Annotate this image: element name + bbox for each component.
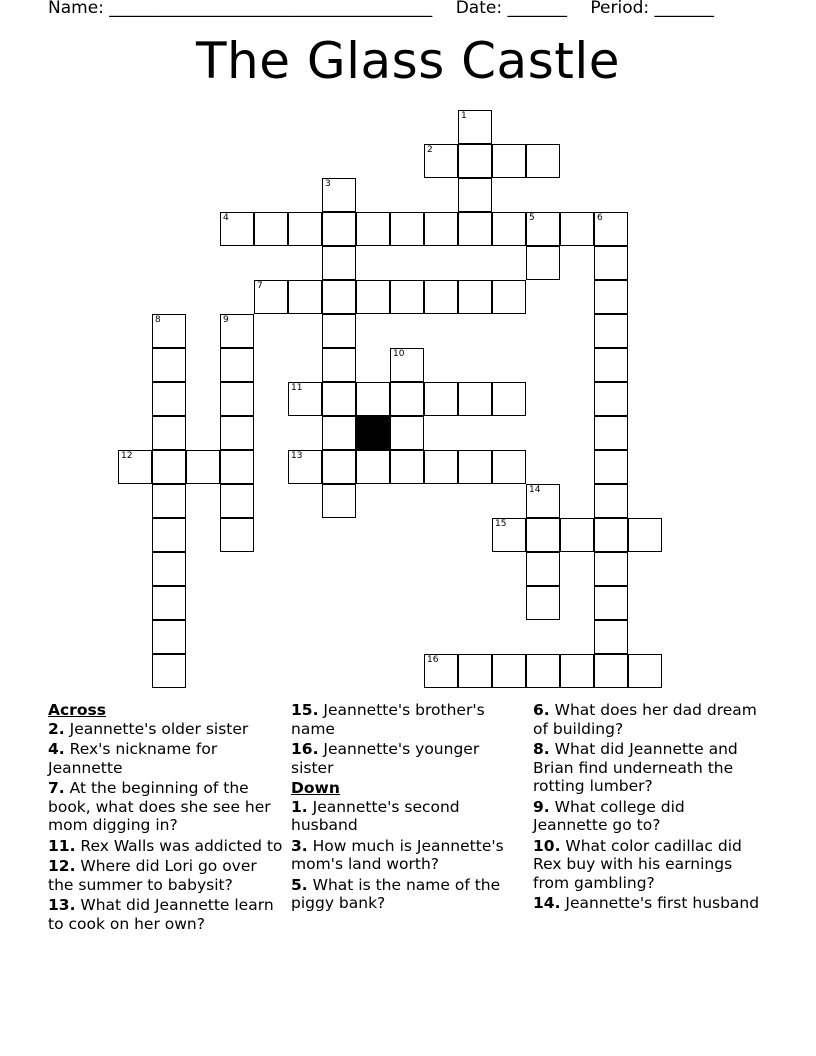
clue-down-9: [533, 798, 763, 835]
crossword-cell[interactable]: [492, 382, 526, 416]
crossword-cell[interactable]: [356, 450, 390, 484]
crossword-cell[interactable]: [322, 382, 356, 416]
clue-across-4: [48, 740, 286, 777]
clue-across-11: [48, 837, 286, 856]
clue-number-label: 13: [291, 451, 303, 461]
clue-number: 7.: [48, 779, 65, 797]
clue-text: What does her dad dream of building?: [533, 701, 757, 738]
crossword-cell[interactable]: [492, 144, 526, 178]
clue-across-2: [48, 720, 286, 739]
crossword-cell[interactable]: [322, 212, 356, 246]
crossword-cell[interactable]: [220, 518, 254, 552]
clue-number-label: 4: [223, 213, 229, 223]
clue-number-label: 1: [461, 111, 467, 121]
crossword-cell[interactable]: [322, 450, 356, 484]
crossword-cell[interactable]: [628, 654, 662, 688]
crossword-cell[interactable]: [492, 280, 526, 314]
crossword-cell[interactable]: [560, 212, 594, 246]
clue-number: 4.: [48, 740, 65, 758]
clue-number: 13.: [48, 896, 76, 914]
crossword-cell[interactable]: [424, 450, 458, 484]
clue-text: Jeannette's younger sister: [291, 740, 480, 777]
crossword-cell[interactable]: [492, 654, 526, 688]
crossword-cell[interactable]: [458, 382, 492, 416]
crossword-cell[interactable]: [628, 518, 662, 552]
clue-number: 6.: [533, 701, 550, 719]
clue-down-8: [533, 740, 763, 796]
crossword-cell[interactable]: [390, 416, 424, 450]
crossword-cell[interactable]: [424, 654, 458, 688]
clue-down-14: [533, 894, 763, 913]
clue-text: Jeannette's brother's name: [291, 701, 485, 738]
crossword-cell[interactable]: [526, 144, 560, 178]
crossword-cell[interactable]: [356, 280, 390, 314]
clue-down-10: [533, 837, 763, 893]
clue-across-13: [48, 896, 286, 933]
crossword-cell[interactable]: [594, 246, 628, 280]
clue-number: 3.: [291, 836, 308, 855]
across-heading: Across: [48, 701, 106, 719]
crossword-cell[interactable]: [458, 144, 492, 178]
clue-text: At the beginning of the book, what does she see her mom digging in?: [48, 779, 271, 834]
crossword-cell[interactable]: [322, 348, 356, 382]
clue-number: 14.: [533, 894, 561, 912]
clue-number: 12.: [48, 857, 76, 875]
crossword-cell[interactable]: [152, 348, 186, 382]
clue-text: What is the name of the piggy bank?: [291, 875, 501, 912]
clue-text: What color cadillac did Rex buy with his earnings from gambling?: [533, 836, 742, 892]
clue-number: 15.: [291, 701, 319, 719]
clue-number-label: 5: [529, 213, 535, 223]
crossword-cell[interactable]: [594, 212, 628, 246]
period-field-label[interactable]: Period: _______: [590, 0, 715, 18]
crossword-cell[interactable]: [526, 586, 560, 620]
clue-text: Where did Lori go over the summer to babysit?: [48, 857, 257, 894]
clue-down-3: [291, 837, 511, 874]
crossword-cell[interactable]: [152, 654, 186, 688]
clue-number-label: 10: [393, 349, 405, 359]
crossword-cell[interactable]: [152, 450, 186, 484]
crossword-cell[interactable]: [152, 382, 186, 416]
crossword-cell[interactable]: [594, 586, 628, 620]
clue-across-7: [48, 779, 286, 835]
crossword-cell[interactable]: [594, 518, 628, 552]
crossword-cell[interactable]: [152, 552, 186, 586]
clue-number-label: 16: [427, 655, 439, 665]
clue-down-5: [291, 876, 511, 913]
crossword-cell[interactable]: [288, 382, 322, 416]
clue-number: 11.: [48, 836, 76, 855]
crossword-cell[interactable]: [322, 484, 356, 518]
crossword-cell[interactable]: [424, 382, 458, 416]
crossword-cell[interactable]: [390, 212, 424, 246]
clue-number-label: 12: [121, 451, 133, 461]
crossword-cell[interactable]: [322, 246, 356, 280]
crossword-cell[interactable]: [594, 382, 628, 416]
crossword-cell[interactable]: [152, 484, 186, 518]
clue-number: 9.: [533, 797, 550, 816]
clue-down-1: [291, 798, 511, 835]
clues-column-2: [291, 701, 511, 915]
crossword-cell[interactable]: [492, 450, 526, 484]
clue-text: Jeannette's older sister: [69, 719, 249, 738]
clue-number: 2.: [48, 719, 65, 738]
crossword-cell[interactable]: [152, 518, 186, 552]
crossword-cell[interactable]: [560, 518, 594, 552]
clue-number-label: 3: [325, 179, 331, 189]
clues-column-3: [533, 701, 763, 915]
clue-number-label: 9: [223, 315, 229, 325]
crossword-cell[interactable]: [390, 280, 424, 314]
crossword-cell[interactable]: [322, 178, 356, 212]
crossword-cell[interactable]: [594, 280, 628, 314]
crossword-cell[interactable]: [288, 280, 322, 314]
clue-number: 10.: [533, 836, 561, 855]
crossword-cell[interactable]: [322, 314, 356, 348]
crossword-cell[interactable]: [356, 382, 390, 416]
crossword-cell[interactable]: [424, 144, 458, 178]
crossword-cell[interactable]: [458, 178, 492, 212]
clues-column-1: [48, 701, 286, 935]
crossword-cell[interactable]: [152, 620, 186, 654]
crossword-cell[interactable]: [458, 654, 492, 688]
crossword-cell[interactable]: [424, 212, 458, 246]
clue-number: 8.: [533, 740, 550, 758]
crossword-cell[interactable]: [390, 348, 424, 382]
down-heading: Down: [291, 779, 340, 797]
crossword-cell[interactable]: [220, 450, 254, 484]
crossword-cell[interactable]: [220, 348, 254, 382]
crossword-cell[interactable]: [458, 280, 492, 314]
black-cell: [356, 416, 390, 450]
crossword-cell[interactable]: [220, 416, 254, 450]
crossword-cell[interactable]: [186, 450, 220, 484]
clue-across-16: [291, 740, 511, 777]
crossword-cell[interactable]: [220, 314, 254, 348]
clue-number: 5.: [291, 875, 308, 894]
crossword-cell[interactable]: [254, 280, 288, 314]
crossword-cell[interactable]: [526, 654, 560, 688]
clue-number-label: 15: [495, 519, 507, 529]
date-field-label[interactable]: Date: _______: [455, 0, 567, 18]
clue-text: What did Jeannette and Brian find underneath the rotting lumber?: [533, 740, 738, 795]
crossword-cell[interactable]: [560, 654, 594, 688]
clue-number-label: 14: [529, 485, 541, 495]
crossword-cell[interactable]: [594, 450, 628, 484]
clue-text: Jeannette's first husband: [565, 894, 760, 912]
crossword-cell[interactable]: [322, 280, 356, 314]
clue-text: Rex Walls was addicted to: [80, 836, 283, 855]
crossword-cell[interactable]: [458, 212, 492, 246]
clue-number-label: 2: [427, 145, 433, 155]
crossword-cell[interactable]: [152, 314, 186, 348]
clue-text: How much is Jeannette's mom's land worth?: [291, 836, 504, 873]
clue-number-label: 7: [257, 281, 263, 291]
crossword-cell[interactable]: [356, 212, 390, 246]
clue-number-label: 8: [155, 315, 161, 325]
clue-text: Rex's nickname for Jeannette: [48, 740, 218, 777]
clue-number-label: 11: [291, 383, 303, 393]
crossword-cell[interactable]: [492, 518, 526, 552]
clue-number: 16.: [291, 740, 319, 758]
crossword-cell[interactable]: [254, 212, 288, 246]
clue-text: What did Jeannette learn to cook on her own?: [48, 896, 274, 933]
crossword-cell[interactable]: [526, 212, 560, 246]
crossword-cell[interactable]: [594, 552, 628, 586]
crossword-cell[interactable]: [220, 382, 254, 416]
crossword-cell[interactable]: [390, 382, 424, 416]
crossword-cell[interactable]: [492, 212, 526, 246]
clue-across-15: [291, 701, 511, 738]
crossword-cell[interactable]: [526, 484, 560, 518]
crossword-cell[interactable]: [288, 212, 322, 246]
clue-text: Jeannette's second husband: [291, 797, 460, 834]
crossword-cell[interactable]: [458, 450, 492, 484]
clue-across-12: [48, 857, 286, 894]
crossword-cell[interactable]: [594, 348, 628, 382]
crossword-cell[interactable]: [152, 416, 186, 450]
crossword-cell[interactable]: [594, 620, 628, 654]
crossword-cell[interactable]: [288, 450, 322, 484]
crossword-cell[interactable]: [526, 552, 560, 586]
crossword-cell[interactable]: [152, 586, 186, 620]
crossword-cell[interactable]: [220, 484, 254, 518]
crossword-cell[interactable]: [424, 280, 458, 314]
clue-text: What college did Jeannette go to?: [533, 797, 685, 834]
crossword-cell[interactable]: [458, 110, 492, 144]
crossword-cell[interactable]: [526, 246, 560, 280]
crossword-cell[interactable]: [220, 212, 254, 246]
crossword-cell[interactable]: [526, 518, 560, 552]
crossword-cell[interactable]: [118, 450, 152, 484]
page-title: The Glass Castle: [195, 32, 620, 90]
crossword-cell[interactable]: [594, 314, 628, 348]
crossword-cell[interactable]: [594, 484, 628, 518]
clue-number-label: 6: [597, 213, 603, 223]
clue-number: 1.: [291, 797, 308, 816]
crossword-cell[interactable]: [390, 450, 424, 484]
crossword-cell[interactable]: [594, 654, 628, 688]
crossword-cell[interactable]: [594, 416, 628, 450]
clue-down-6: [533, 701, 763, 738]
name-field-label[interactable]: Name: ______________________________________: [48, 0, 433, 18]
crossword-cell[interactable]: [322, 416, 356, 450]
